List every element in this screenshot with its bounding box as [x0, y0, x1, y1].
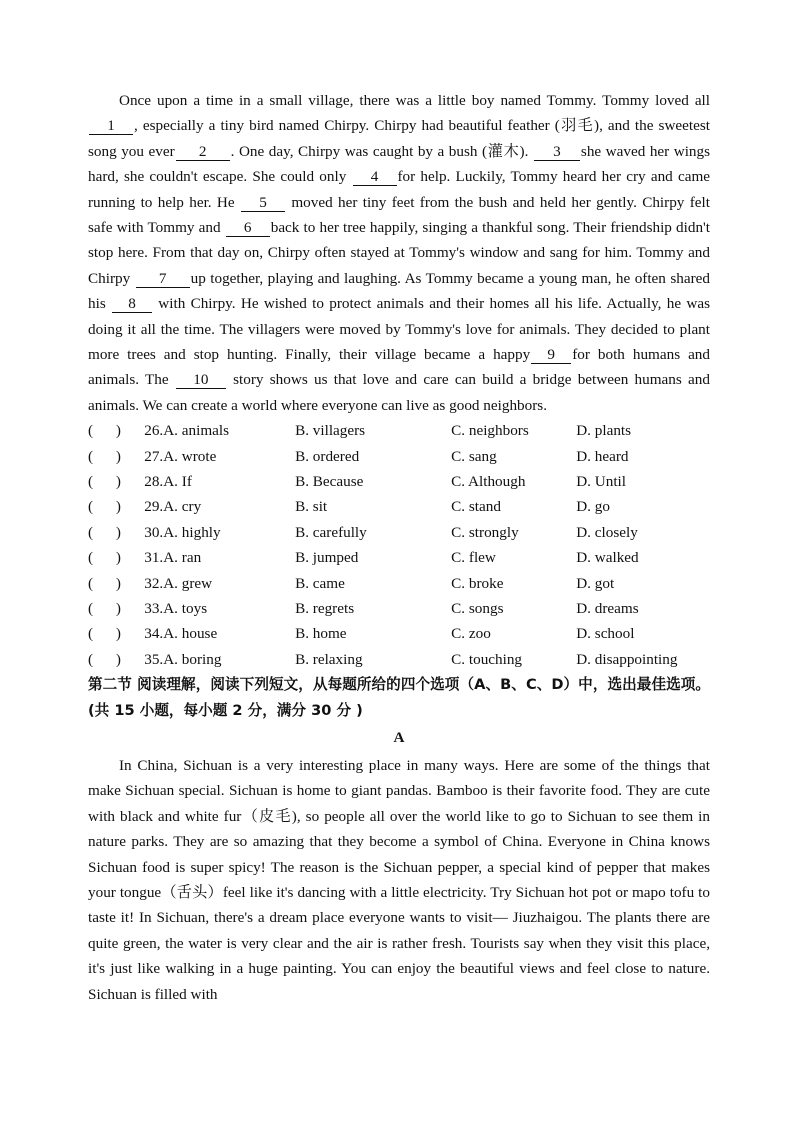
question-number: 28. [144, 473, 164, 491]
cloze-text: up together, playing and laughing. As Tommy became a young man, he often shared his [88, 269, 710, 313]
option-a: A. cry [163, 498, 202, 516]
option-b: B. regrets [295, 600, 355, 618]
option-c: C. neighbors [451, 422, 529, 440]
reading-passage-a [88, 753, 710, 1007]
question-number: 32. [144, 574, 164, 592]
blank-10: 10 [176, 371, 226, 389]
blank-9: 9 [531, 346, 571, 364]
option-a: A. If [163, 473, 192, 491]
question-number: 26. [144, 422, 164, 440]
cloze-text: for both humans and animals. The [88, 346, 710, 389]
cloze-text: with Chirpy. He wished to protect animals and their homes all his life. Actually, he was doing it all the time. The villagers were moved by Tommy's love for animals. They decided to plant more trees and stop hunting. Finally, their village became a happy [88, 295, 710, 364]
option-d: D. walked [576, 549, 639, 567]
option-d: D. closely [576, 523, 638, 541]
option-b: B. jumped [295, 549, 359, 567]
blank-2: 2 [176, 143, 230, 161]
option-c: C. stand [451, 498, 501, 516]
question-number: 31. [144, 549, 164, 567]
question-row [88, 545, 710, 570]
question-row [88, 494, 710, 519]
question-row [88, 520, 710, 545]
option-a: A. grew [163, 574, 213, 592]
question-number: 33. [144, 600, 164, 618]
option-c: C. touching [451, 650, 523, 668]
question-row [88, 621, 710, 646]
blank-6: 6 [226, 219, 270, 237]
blank-4: 4 [353, 168, 397, 186]
answer-paren[interactable]: ( ) [88, 574, 121, 592]
option-d: D. heard [576, 447, 629, 465]
blank-7: 7 [136, 270, 190, 288]
cloze-text: back to her tree happily, singing a thankful song. Their friendship didn't stop here. From that day on, Chirpy often stayed at Tommy's window and sang for him. Tommy and Chirpy [88, 219, 711, 287]
option-d: D. go [576, 498, 610, 516]
option-c: C. sang [451, 447, 497, 465]
question-row [88, 571, 710, 596]
blank-1: 1 [89, 117, 133, 135]
option-c: C. Although [451, 473, 526, 491]
cloze-text: for help. Luckily, Tommy heard her cry and came running to help her. He [88, 168, 711, 211]
cloze-text: . One day, Chirpy was caught by a bush (灌木). [230, 142, 533, 160]
blank-8: 8 [112, 295, 152, 313]
option-c: C. broke [451, 574, 504, 592]
answer-paren[interactable]: ( ) [88, 498, 121, 516]
option-d: D. school [576, 625, 635, 643]
option-b: B. home [295, 625, 347, 643]
option-a: A. animals [163, 422, 230, 440]
question-number: 35. [144, 650, 164, 668]
exam-page [88, 88, 710, 1007]
option-b: B. carefully [295, 523, 367, 541]
cloze-text: , especially a tiny bird named Chirpy. Chirpy had beautiful feather (羽毛), and the sweetest song you ever [88, 117, 710, 160]
option-d: D. plants [576, 422, 632, 440]
question-number: 27. [144, 447, 164, 465]
option-b: B. villagers [295, 422, 366, 440]
question-row [88, 418, 710, 443]
option-a: A. house [163, 625, 218, 643]
option-c: C. zoo [451, 625, 491, 643]
blank-3: 3 [534, 143, 580, 161]
option-d: D. Until [576, 473, 627, 491]
option-c: C. strongly [451, 523, 519, 541]
answer-paren[interactable]: ( ) [88, 422, 121, 440]
option-a: A. boring [163, 650, 222, 668]
option-d: D. disappointing [576, 650, 678, 668]
question-number: 34. [144, 625, 164, 643]
option-b: B. sit [295, 498, 328, 516]
option-d: D. got [576, 574, 615, 592]
passage-title: A [393, 729, 405, 746]
cloze-text: story shows us that love and care can build a bridge between humans and animals. We can create a world where everyone can live as good neighbors. [88, 371, 710, 414]
question-row [88, 647, 710, 672]
answer-paren[interactable]: ( ) [88, 473, 121, 491]
answer-paren[interactable]: ( ) [88, 625, 121, 643]
answer-paren[interactable]: ( ) [88, 523, 121, 541]
option-c: C. flew [451, 549, 496, 567]
option-d: D. dreams [576, 600, 639, 618]
blank-5: 5 [241, 194, 285, 212]
option-c: C. songs [451, 600, 504, 618]
option-b: B. came [295, 574, 345, 592]
answer-paren[interactable]: ( ) [88, 650, 121, 668]
answer-paren[interactable]: ( ) [88, 600, 121, 618]
question-row [88, 469, 710, 494]
answer-paren[interactable]: ( ) [88, 549, 121, 567]
option-b: B. Because [295, 473, 364, 491]
cloze-text: Once upon a time in a small village, there was a little boy named Tommy. Tommy loved all [119, 92, 710, 109]
option-a: A. highly [163, 523, 221, 541]
question-list [88, 418, 710, 672]
cloze-passage [88, 88, 710, 418]
question-row [88, 444, 710, 469]
question-row [88, 596, 710, 621]
option-a: A. wrote [163, 447, 217, 465]
question-number: 29. [144, 498, 164, 516]
cloze-text: she waved her wings hard, she couldn't escape. She could only [88, 142, 711, 186]
cloze-text: moved her tiny feet from the bush and held her gently. Chirpy felt safe with Tommy and [88, 193, 710, 237]
option-b: B. relaxing [295, 650, 363, 668]
option-a: A. ran [163, 549, 202, 567]
section-heading: 第二节 阅读理解，阅读下列短文，从每题所给的四个选项（A、B、C、D）中，选出最佳选项。(共 15 小题，每小题 2 分，满分 30 分 ) [88, 676, 710, 719]
option-b: B. ordered [295, 447, 360, 465]
option-a: A. toys [163, 600, 208, 618]
question-number: 30. [144, 523, 164, 541]
reading-passage-text: In China, Sichuan is a very interesting place in many ways. Here are some of the things that make Sichuan special. Sichuan is home to giant pandas. Bamboo is their favorite food. They are cute with black and white fur（皮毛), so people all over the world like to go to Sichuan to see them in nature parks. They are so amazing that they become a symbol of China. Everyone in China knows Sichuan food is super spicy! The reason is the Sichuan pepper, a special kind of pepper that makes your tongue（舌头）feel like it's dancing with a little electricity. Try Sichuan hot pot or mapo tofu to taste it! In Sichuan, there's a dream place everyone wants to visit— Jiuzhaigou. The plants there are quite green, the water is very clear and the air is rather fresh. Tourists say when they visit this place, it's just like walking in a huge painting. You can enjoy the beautiful views and feel close to nature. Sichuan is filled with [88, 757, 710, 1003]
answer-paren[interactable]: ( ) [88, 447, 121, 465]
